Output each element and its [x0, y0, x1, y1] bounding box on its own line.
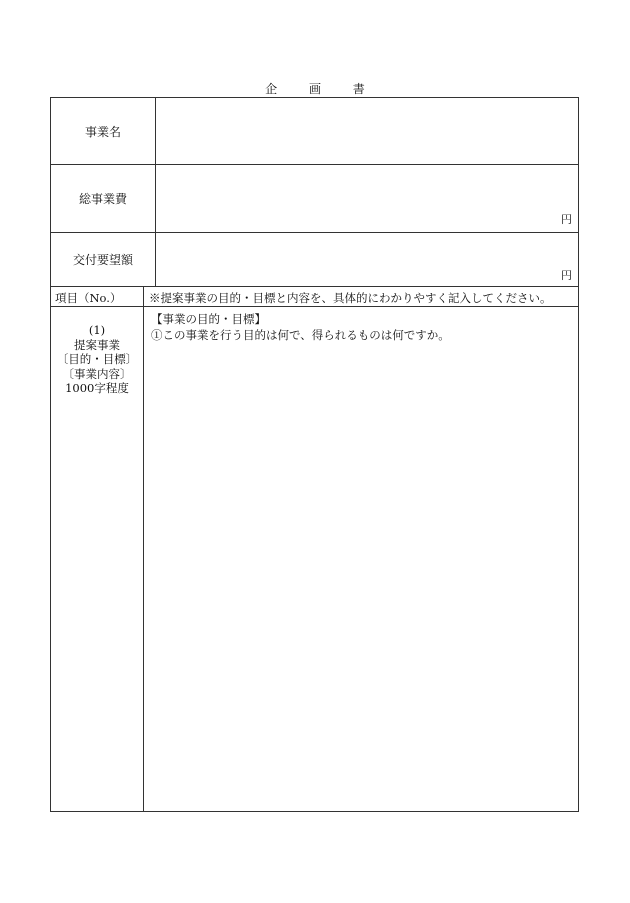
- total-cost-label: 総事業費: [51, 165, 156, 232]
- item-1-label-line: 〔目的・目標〕: [56, 352, 138, 366]
- item-1-label-line: 提案事業: [74, 337, 120, 352]
- row-item-1: [51, 307, 578, 811]
- item-no-header: 項目（No.）: [55, 291, 122, 305]
- row-grant-request: [51, 233, 578, 287]
- instruction-note: ※提案事業の目的・目標と内容を、具体的にわかりやすく記入してください。: [149, 291, 552, 305]
- grant-request-label: 交付要望額: [51, 233, 156, 286]
- proposal-form-table: [50, 97, 579, 812]
- row-project-name: [51, 98, 578, 165]
- question-1: ①この事業を行う目的は何で、得られるものは何ですか。: [151, 328, 450, 342]
- item-1-content[interactable]: [151, 311, 450, 343]
- item-1-label-line: 〔事業内容〕: [62, 366, 132, 381]
- item-1-label: [51, 323, 143, 396]
- total-cost-unit: 円: [561, 213, 572, 226]
- document-title: 企 画 書: [265, 82, 379, 96]
- row-item-header: [51, 287, 578, 307]
- project-name-field[interactable]: [156, 98, 578, 164]
- column-divider: [143, 307, 144, 811]
- item-1-label-line: (1): [88, 323, 106, 337]
- row-total-cost: [51, 165, 578, 233]
- grant-request-unit: 円: [561, 269, 572, 282]
- item-1-label-line: 1000字程度: [65, 381, 129, 395]
- column-divider: [143, 287, 144, 306]
- section-heading: 【事業の目的・目標】: [151, 312, 266, 326]
- project-name-label: 事業名: [51, 98, 156, 164]
- grant-request-field[interactable]: [156, 233, 578, 286]
- total-cost-field[interactable]: [156, 165, 578, 232]
